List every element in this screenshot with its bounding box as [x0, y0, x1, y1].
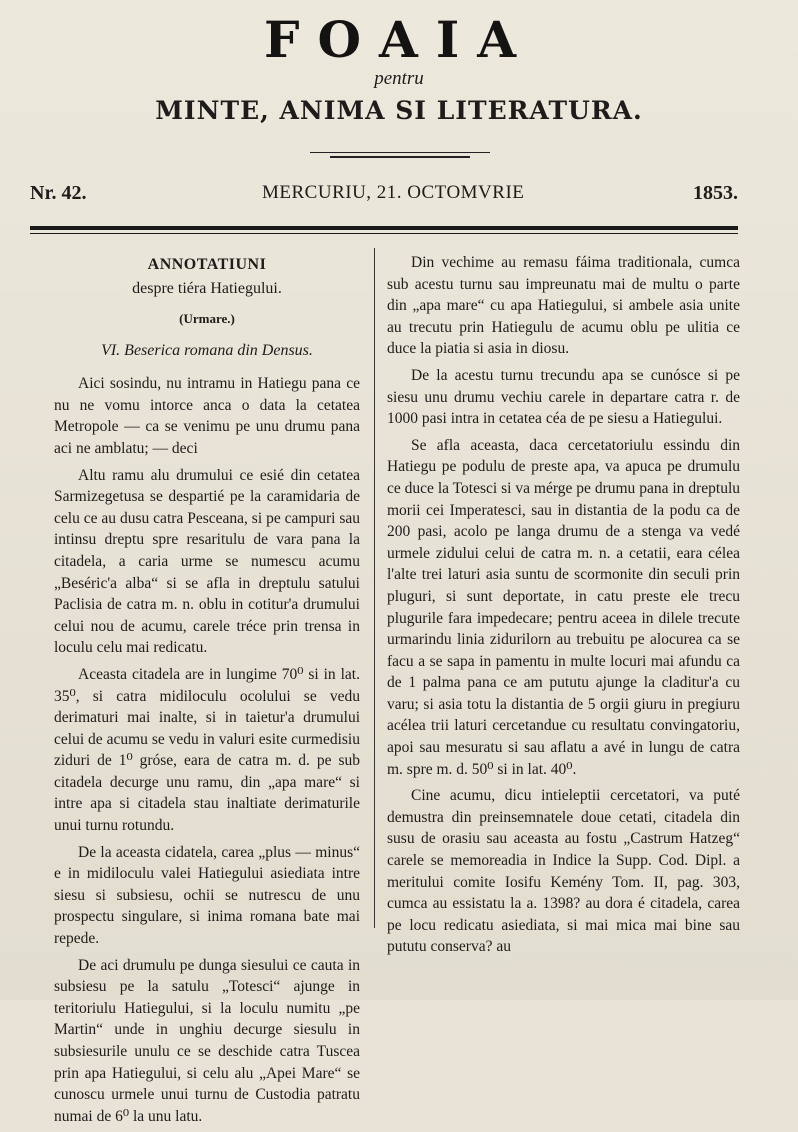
header-rule-thin	[30, 233, 738, 234]
paragraph: Cine acumu, dicu intieleptii cercetatori, va puté demustra din preinsemnatele doue cetati, citadela din susu de orasiu sau aceasta au fostu „Castrum Hatzeg“ carele se memoreadia in Indice la Supp. Cod. Dipl. a meritului comite Iosifu Kemény Tom. II, pag. 303, cumca au essistatu la a. 1398? au dora é citadela, carea pe locu redicatu asiediata, si mai mica mai bine sau pututu conserva? au	[387, 787, 740, 956]
column-divider	[374, 248, 375, 928]
paragraph: Din vechime au remasu fáima traditionala, cumca sub acestu turnu sau impreunatu mai de multu o parte din „apa mare“ cu apa Hatiegului, si ambele asia unite au trecutu prin Hatiegulu de acumu oblu pe ulitia ce duce la piatia si asia in diosu.	[387, 254, 740, 358]
right-column	[387, 252, 740, 963]
paragraph: De la acestu turnu trecundu apa se cunósce si pe siesu unu drumu vechiu carele in departare catra r. de 1000 pasi intra in cetatea céa de pe siesu a Hatiegului.	[387, 366, 740, 428]
paragraph: De aci drumulu pe dunga siesului ce cauta in subsiesu pe la satulu „Totesci“ ajunge in teritoriulu Hatiegului, si la loculu numitu „pe Martin“ unde in unghiu decurge siesulu in subsiesurile unulu ce se deschide catra Tuscea prin apa Hatiegului, si celu alu „Apei Mare“ se cunoscu urmele unui turnu de Custodia patratu numai de 6⁰ la unu latu.	[54, 956, 360, 1125]
paragraph: Altu ramu alu drumului ce esié din cetatea Sarmizegetusa se despartié pe la caramidaria de celu ce au dusu catra Pesceana, si pe campuri sau intinsu dreptu spre resaritulu de vara pana la citadela, a caria urme se numescu acumu „Beséric'a alba“ si se afla in dreptulu satului Paclisia de catra m. n. oblu in cotitur'a drumului celui nou de acumu, carele tréce prin trensa in loculu celu mai redicatu.	[54, 466, 360, 657]
issue-date: MERCURIU, 21. OCTOMVRIE	[262, 182, 525, 203]
paragraph: Aceasta citadela are in lungime 70⁰ si in lat. 35⁰, si catra midiloculu ocolului se vedu derimaturi mai inalte, si in taietur'a drumului celui de acumu se vedu in valuri esite curmedisiu ziduri de 1⁰ gróse, eara de catra m. d. pe sub citadela decurge unu ramu, din „apa mare“ si intre apa si citadela stau inaltiate derimaturile unui turnu rotundu.	[54, 665, 360, 835]
article-note: (Urmare.)	[179, 311, 235, 326]
paragraph: Aici sosindu, nu intramu in Hatiegu pana ce nu ne vomu intorce anca o data la cetatea Metropole — ca se venimu pe unu drumu pana aci ne amblatu; — deci	[54, 375, 360, 457]
paragraph: De la aceasta cidatela, carea „plus — minus“ e in midiloculu valei Hatiegului asiediata intre siesu si subsiesu, ochii se nutrescu de unu prospectu singulare, si inima romana bate mai repede.	[54, 843, 360, 948]
masthead	[0, 10, 798, 126]
header-rule-thick	[30, 226, 738, 230]
ornamental-divider	[310, 152, 490, 162]
issue-year: 1853.	[693, 182, 738, 204]
issue-number: Nr. 42.	[30, 182, 87, 204]
newspaper-subhead: MINTE, ANIMA SI LITERATURA.	[155, 96, 643, 125]
newspaper-subtitle: pentru	[374, 68, 424, 89]
issue-line	[30, 182, 738, 208]
article-heading: ANNOTATIUNI	[147, 256, 267, 273]
newspaper-title: FOAIA	[263, 10, 535, 69]
left-column	[54, 252, 360, 1132]
paragraph: Se afla aceasta, daca cercetatoriulu essindu din Hatiegu pe podulu de preste apa, va apuca pe drumulu ce duce la Totesci si va mérge pe drumu pana in dreptulu morii cei Imperatesci, sau in distantia de la podu ca de 200 pasi, acolo pe langa drumu de a stenga va vedé urmele zidului celui de catra m. n. a cetatii, eara célea l'alte trei laturi asia suntu de scormonite din seculi prin pluguri, si sunt deportate, in catu preste ele trecu plugurile fara impedecare; pentru aceea in dilele trecute urmarindu linia zidurilorn au trebuitu pe alocurea ca se facu a se sapa in pamentu in multe locuri mai afundu ca de 1 palma pana ce am pututu ajunge la claditur'a cu varu; si asia totu la distantia de 5 orgii giuru in pregiuru acélea trii laturi cercetandue cu resultatu convingatoriu, apoi sau mesuratu si sau aflatu a avé in lungu de catra m. spre m. d. 50⁰ si in lat. 40⁰.	[387, 436, 740, 778]
article-subheading: despre tiéra Hatiegului.	[132, 280, 282, 297]
section-heading: VI. Beserica romana din Densus.	[101, 341, 313, 359]
